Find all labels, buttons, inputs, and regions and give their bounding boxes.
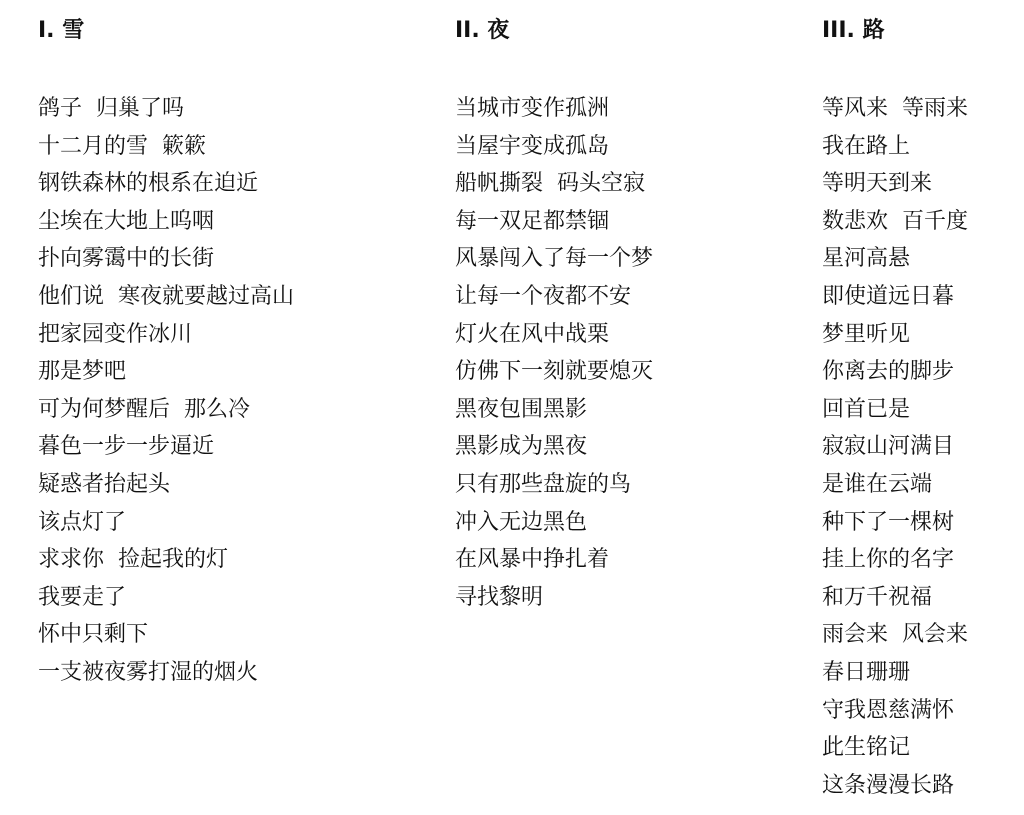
poem-line: 数悲欢 百千度	[822, 208, 968, 234]
poem-line: 十二月的雪 簌簌	[38, 133, 206, 159]
poem-column-road	[822, 16, 968, 804]
poem-line: 一支被夜雾打湿的烟火	[38, 659, 259, 685]
poem-line: 让每一个夜都不安	[455, 283, 632, 309]
poem-line: 黑影成为黑夜	[455, 434, 588, 460]
poem-line: 求求你 捡起我的灯	[38, 547, 228, 573]
poem-title-road: III. 路	[822, 18, 885, 43]
poem-line: 和万千祝福	[822, 584, 933, 610]
poem-line: 风暴闯入了每一个梦	[455, 246, 654, 272]
poem-line: 当屋宇变成孤岛	[455, 133, 610, 159]
poem-line: 我要走了	[38, 584, 127, 610]
poem-line: 守我恩慈满怀	[822, 697, 955, 723]
poem-line: 只有那些盘旋的鸟	[455, 471, 632, 497]
poem-line: 种下了一棵树	[822, 509, 955, 535]
poem-line: 扑向雾霭中的长街	[38, 246, 215, 272]
poem-line: 鸽子 归巢了吗	[38, 96, 184, 121]
poem-line: 可为何梦醒后 那么冷	[38, 396, 250, 422]
poem-line: 等明天到来	[822, 171, 933, 197]
poem-line: 冲入无边黑色	[455, 509, 588, 535]
poem-line: 当城市变作孤洲	[455, 96, 610, 121]
poem-line: 暮色一步一步逼近	[38, 434, 215, 460]
poem-column-night	[455, 16, 653, 616]
poem-line: 寻找黎明	[455, 584, 544, 610]
poem-line: 星河高悬	[822, 246, 911, 272]
poem-column-snow	[38, 16, 294, 692]
poem-line: 他们说 寒夜就要越过高山	[38, 283, 294, 309]
poem-line: 春日珊珊	[822, 659, 911, 685]
poem-line: 把家园变作冰川	[38, 321, 193, 347]
poem-lines-road	[822, 90, 968, 804]
poem-line: 钢铁森林的根系在迫近	[38, 171, 259, 197]
poem-title-snow: I. 雪	[38, 18, 85, 43]
poem-line: 仿佛下一刻就要熄灭	[455, 359, 654, 385]
poem-line: 梦里听见	[822, 321, 911, 347]
poem-title-night: II. 夜	[455, 18, 510, 43]
poem-line: 寂寂山河满目	[822, 434, 955, 460]
poem-line: 灯火在风中战栗	[455, 321, 610, 347]
poem-line: 每一双足都禁锢	[455, 208, 610, 234]
poem-line: 黑夜包围黑影	[455, 396, 588, 422]
poem-line: 尘埃在大地上呜咽	[38, 208, 215, 234]
poem-line: 那是梦吧	[38, 359, 127, 385]
poem-lines-night	[455, 90, 653, 616]
poem-line: 回首已是	[822, 396, 911, 422]
poem-line: 这条漫漫长路	[822, 772, 955, 798]
poem-line: 你离去的脚步	[822, 359, 955, 385]
poem-line: 船帆撕裂 码头空寂	[455, 171, 645, 197]
poem-line: 等风来 等雨来	[822, 96, 968, 121]
poem-line: 疑惑者抬起头	[38, 471, 171, 497]
poem-line: 在风暴中挣扎着	[455, 547, 610, 573]
poem-line: 此生铭记	[822, 735, 911, 761]
poem-line: 是谁在云端	[822, 471, 933, 497]
poem-line: 该点灯了	[38, 509, 127, 535]
poem-lines-snow	[38, 90, 294, 692]
poem-line: 挂上你的名字	[822, 547, 955, 573]
poem-line: 怀中只剩下	[38, 622, 149, 648]
poem-line: 即使道远日暮	[822, 283, 955, 309]
poem-line: 雨会来 风会来	[822, 622, 968, 648]
poem-line: 我在路上	[822, 133, 911, 159]
